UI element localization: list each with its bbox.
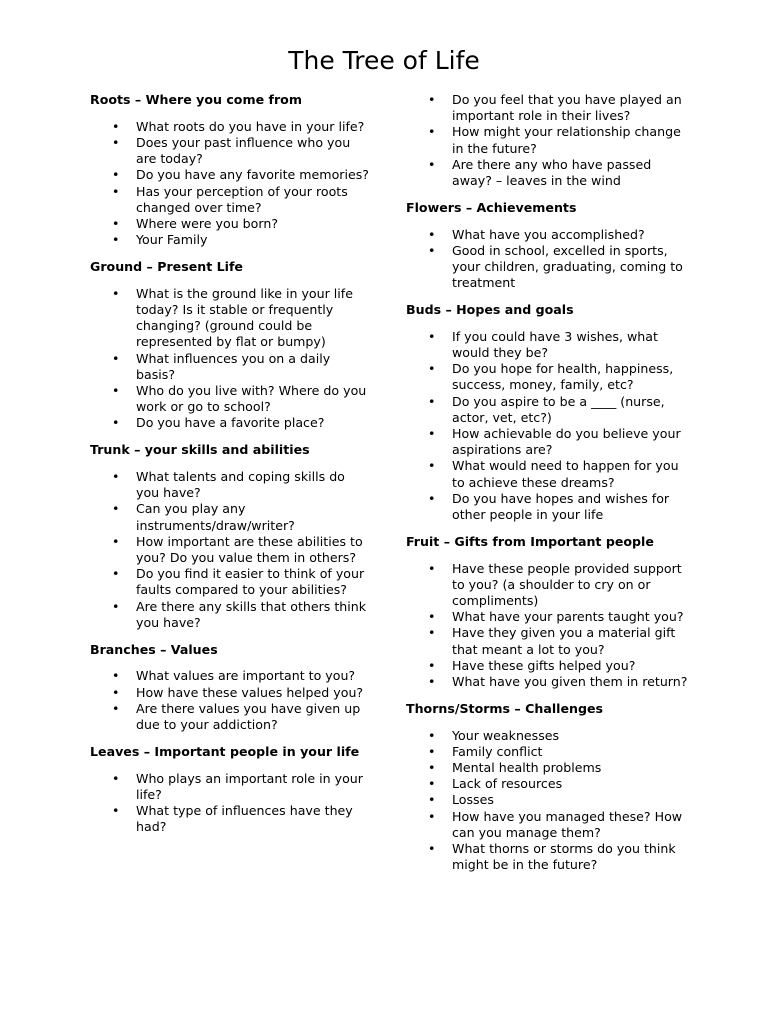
list-item: • What thorns or storms do you think might be in the future? (406, 841, 688, 873)
section-heading: Fruit – Gifts from Important people (406, 533, 654, 549)
list-item: • Losses (406, 792, 688, 808)
list-item: • Can you play any instruments/draw/writer? (90, 501, 370, 533)
right-column (406, 92, 688, 884)
section-heading: Ground – Present Life (90, 259, 243, 275)
list-item: • What talents and coping skills do you have? (90, 469, 370, 501)
question-list (90, 286, 370, 432)
list-item: • Does your past influence who you are today? (90, 135, 370, 167)
list-item: • Do you find it easier to think of your faults compared to your abilities? (90, 566, 370, 598)
list-item: • Do you aspire to be a ____ (nurse, actor, vet, etc?) (406, 394, 688, 426)
question-list (90, 119, 370, 249)
list-item: • If you could have 3 wishes, what would they be? (406, 329, 688, 361)
list-item: • Your Family (90, 232, 370, 248)
section-trunk (90, 442, 370, 631)
page-title: The Tree of Life (288, 46, 480, 75)
list-item: • Good in school, excelled in sports, your children, graduating, coming to treatment (406, 243, 688, 292)
list-item: • Who do you live with? Where do you work or go to school? (90, 383, 370, 415)
list-item: • Do you have any favorite memories? (90, 167, 370, 183)
section-leaves-continued (406, 92, 688, 189)
question-list (90, 469, 370, 631)
section-thorns-storms (406, 701, 688, 874)
section-heading: Roots – Where you come from (90, 92, 302, 107)
list-item: • What type of influences have they had? (90, 803, 370, 835)
list-item: • How have these values helped you? (90, 685, 370, 701)
section-flowers (406, 200, 688, 292)
list-item: • Who plays an important role in your life? (90, 771, 370, 803)
section-heading: Thorns/Storms – Challenges (406, 700, 604, 716)
section-buds (406, 302, 688, 523)
question-list (90, 668, 370, 733)
list-item: • Are there any skills that others think you have? (90, 599, 370, 631)
list-item: • Do you feel that you have played an important role in their lives? (406, 92, 688, 124)
section-heading: Leaves – Important people in your life (90, 743, 360, 759)
list-item: • Your weaknesses (406, 728, 688, 744)
list-item: • What roots do you have in your life? (90, 119, 370, 135)
list-item: • What have you accomplished? (406, 227, 688, 243)
list-item: • Have they given you a material gift that meant a lot to you? (406, 625, 688, 657)
section-fruit (406, 534, 688, 690)
list-item: • Has your perception of your roots changed over time? (90, 184, 370, 216)
section-leaves (90, 744, 370, 836)
question-list (406, 728, 688, 874)
list-item: • What is the ground like in your life today? Is it stable or frequently changing? (ground could be represented by flat or bumpy) (90, 286, 370, 351)
list-item: • How might your relationship change in the future? (406, 124, 688, 156)
section-roots (90, 92, 370, 248)
section-heading: Buds – Hopes and goals (406, 302, 574, 318)
list-item: • What have you given them in return? (406, 674, 688, 690)
list-item: • Lack of resources (406, 776, 688, 792)
list-item: • Do you have a favorite place? (90, 415, 370, 431)
section-heading: Trunk – your skills and abilities (90, 442, 310, 458)
question-list (406, 561, 688, 691)
list-item: • What values are important to you? (90, 668, 370, 684)
question-list (90, 771, 370, 836)
section-heading: Flowers – Achievements (406, 199, 577, 215)
section-heading: Branches – Values (90, 641, 218, 657)
question-list (406, 329, 688, 523)
list-item: • Have these people provided support to you? (a shoulder to cry on or compliments) (406, 561, 688, 610)
list-item: • What have your parents taught you? (406, 609, 688, 625)
list-item: • Family conflict (406, 744, 688, 760)
list-item: • How important are these abilities to you? Do you value them in others? (90, 534, 370, 566)
list-item: • Mental health problems (406, 760, 688, 776)
question-list (406, 92, 688, 189)
list-item: • Are there values you have given up due to your addiction? (90, 701, 370, 733)
list-item: • How achievable do you believe your aspirations are? (406, 426, 688, 458)
list-item: • Do you hope for health, happiness, success, money, family, etc? (406, 361, 688, 393)
section-ground (90, 259, 370, 432)
section-branches (90, 642, 370, 734)
list-item: • What would need to happen for you to achieve these dreams? (406, 458, 688, 490)
list-item: • How have you managed these? How can you manage them? (406, 809, 688, 841)
question-list (406, 227, 688, 292)
left-column (90, 92, 370, 846)
list-item: • Do you have hopes and wishes for other people in your life (406, 491, 688, 523)
list-item: • Where were you born? (90, 216, 370, 232)
list-item: • Are there any who have passed away? – leaves in the wind (406, 157, 688, 189)
list-item: • What influences you on a daily basis? (90, 351, 370, 383)
list-item: • Have these gifts helped you? (406, 658, 688, 674)
